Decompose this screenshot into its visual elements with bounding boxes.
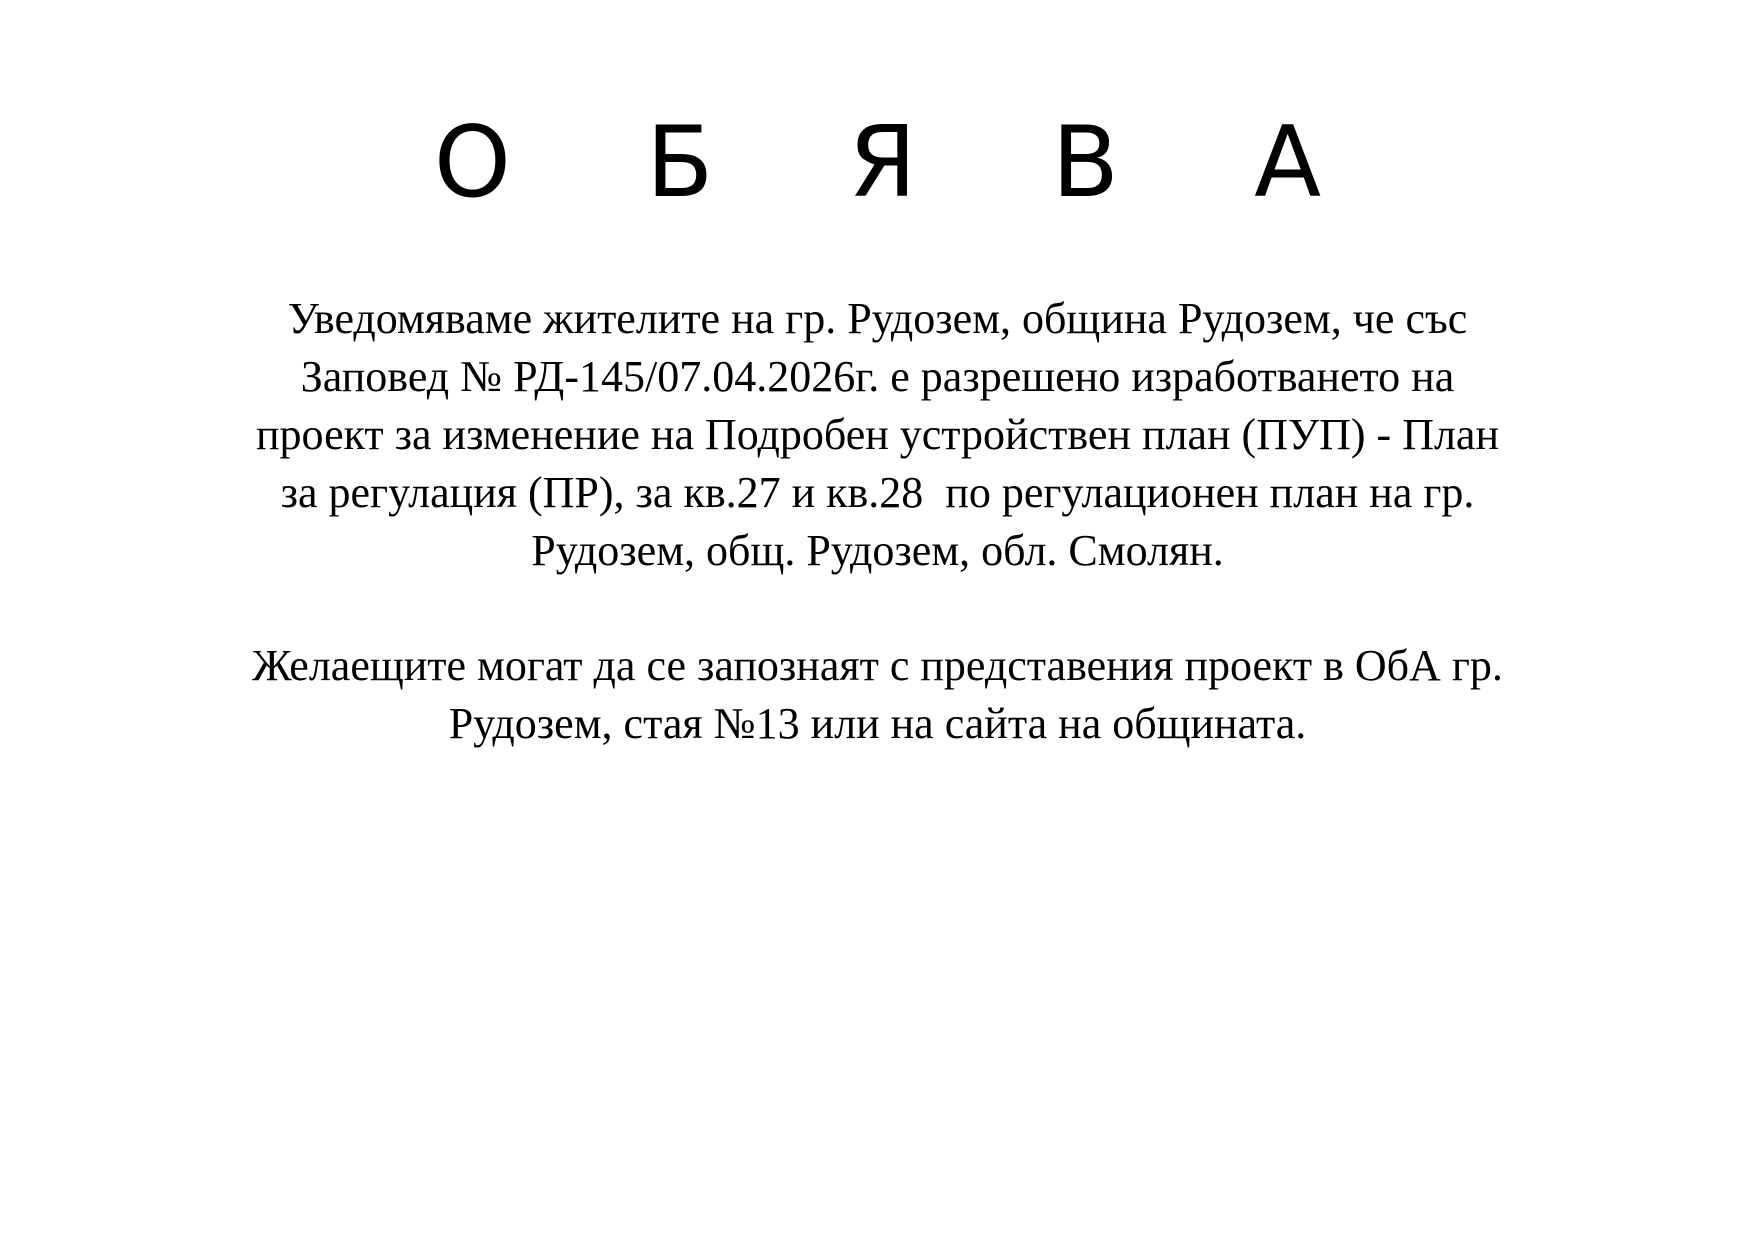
paragraph-line: Заповед № РД-145/07.04.2026г. е разрешено изработването на xyxy=(300,352,1455,401)
paragraph-line: Уведомяваме жителите на гр. Рудозем, община Рудозем, че със xyxy=(287,294,1468,343)
paragraph-line: проект за изменение на Подробен устройствен план (ПУП) - План xyxy=(255,410,1500,459)
paragraph-line: за регулация (ПР), за кв.27 и кв.28 по регулационен план на гр. xyxy=(280,468,1475,517)
notice-paragraph-review xyxy=(0,637,1755,753)
paragraph-line: Желаещите могат да се запознаят с представения проект в ОбА гр. xyxy=(252,641,1503,690)
paragraph-line: Рудозем, общ. Рудозем, обл. Смолян. xyxy=(531,526,1224,575)
notice-paragraph-order xyxy=(0,290,1755,580)
paragraph-line: Рудозем, стая №13 или на сайта на общината. xyxy=(448,699,1307,748)
notice-title: О Б Я В А xyxy=(433,106,1374,220)
